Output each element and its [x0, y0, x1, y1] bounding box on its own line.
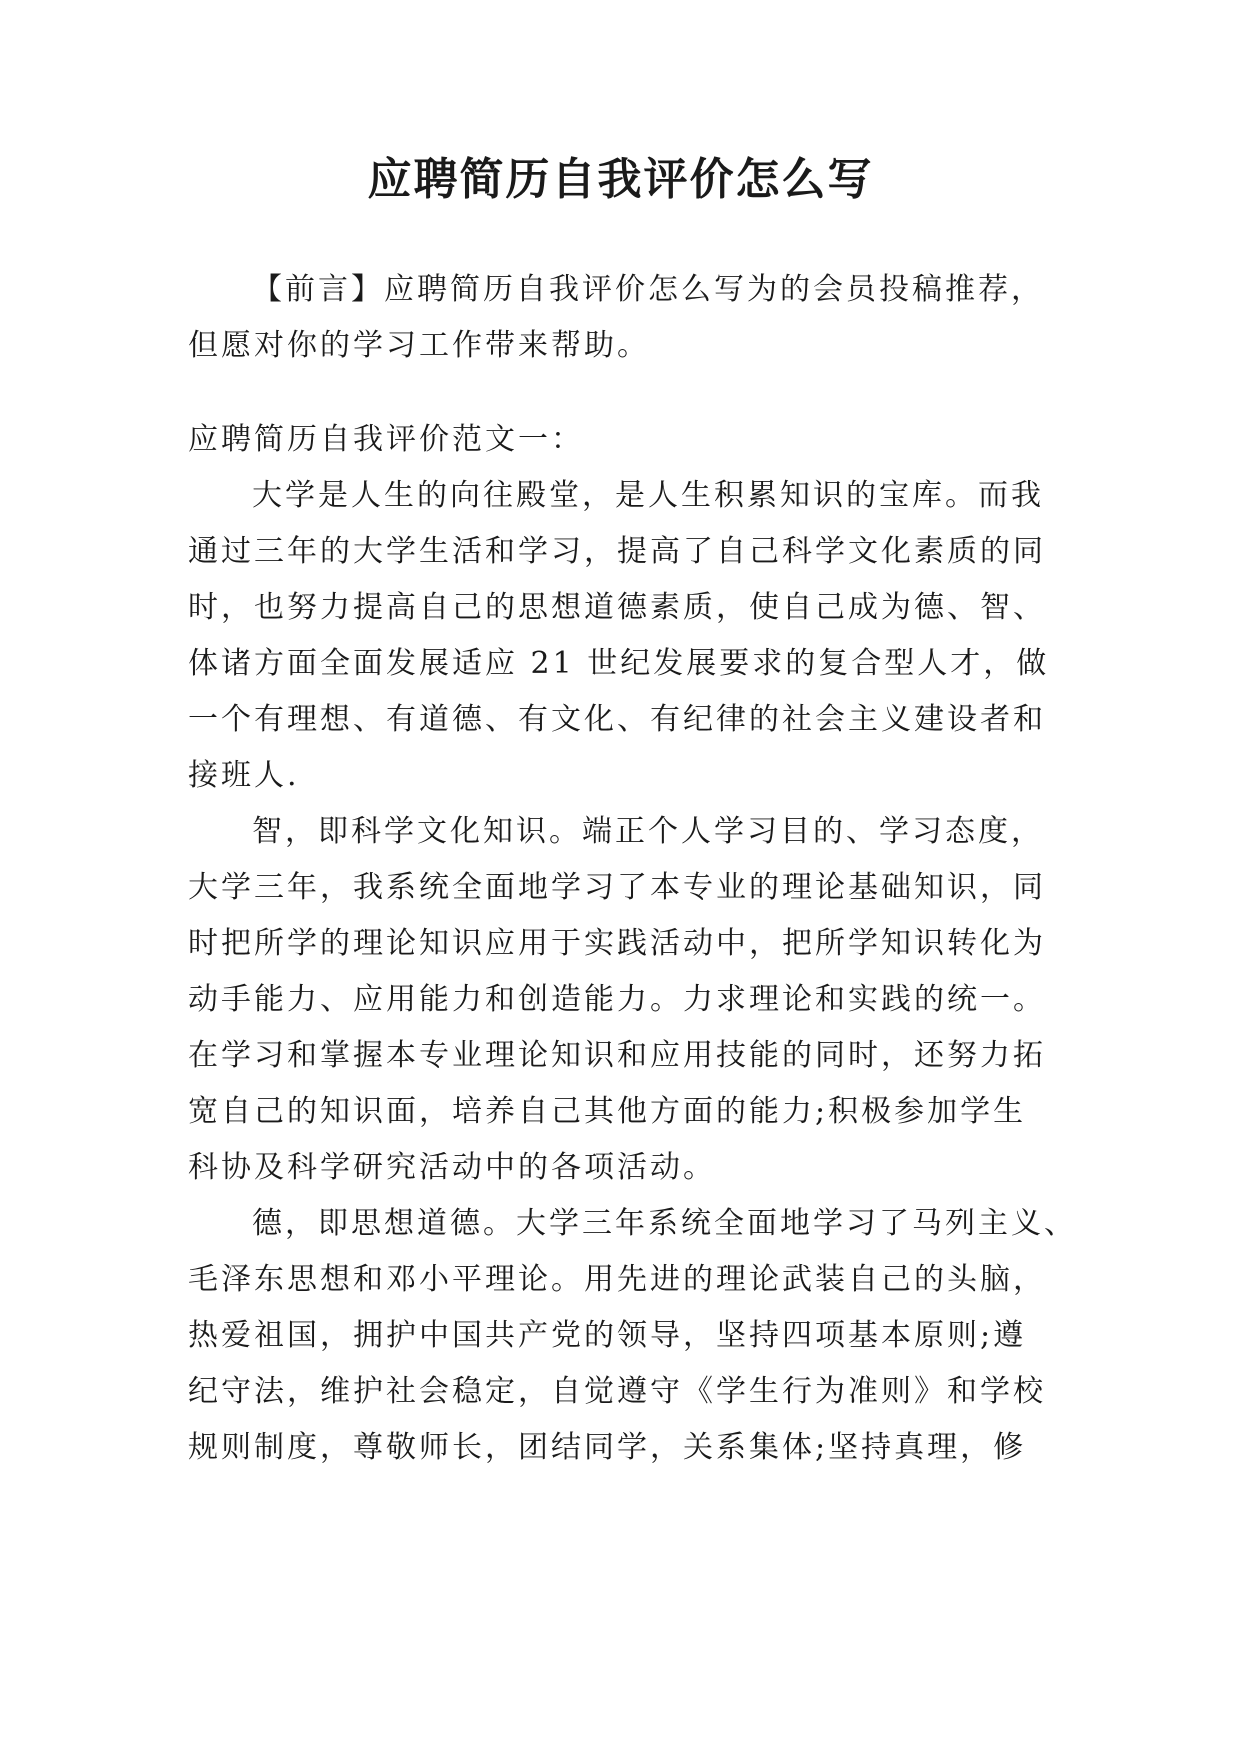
paragraph-line: 通过三年的大学生活和学习，提高了自己科学文化素质的同 [188, 534, 1046, 569]
paragraph-line: 在学习和掌握本专业理论知识和应用技能的同时，还努力拓 [188, 1038, 1046, 1073]
paragraph-line: 接班人. [188, 758, 300, 793]
paragraph-line: 大学三年，我系统全面地学习了本专业的理论基础知识，同 [188, 870, 1046, 905]
paragraph-morality [188, 1196, 1077, 1476]
paragraph-line: 德，即思想道德。大学三年系统全面地学习了马列主义、 [252, 1206, 1077, 1241]
paragraph-line: 热爱祖国，拥护中国共产党的领导，坚持四项基本原则;遵 [188, 1318, 1027, 1353]
page-title: 应聘简历自我评价怎么写 [367, 154, 874, 205]
paragraph-line: 时把所学的理论知识应用于实践活动中，把所学知识转化为 [188, 926, 1046, 961]
paragraph-university [188, 468, 1058, 804]
paragraph-line: 纪守法，维护社会稳定，自觉遵守《学生行为准则》和学校 [188, 1374, 1046, 1409]
paragraph-line: 体诸方面全面发展适应 21 世纪发展要求的复合型人才，做 [188, 646, 1050, 681]
paragraph-line: 动手能力、应用能力和创造能力。力求理论和实践的统一。 [188, 982, 1046, 1017]
paragraph-line: 时，也努力提高自己的思想道德素质，使自己成为德、智、 [188, 590, 1046, 625]
paragraph-intellect [188, 804, 1058, 1196]
paragraph-line: 毛泽东思想和邓小平理论。用先进的理论武装自己的头脑， [188, 1262, 1046, 1297]
paragraph-line: 智，即科学文化知识。端正个人学习目的、学习态度， [252, 814, 1044, 849]
paragraph-line: 宽自己的知识面，培养自己其他方面的能力;积极参加学生 [188, 1094, 1027, 1129]
paragraph-line: 大学是人生的向往殿堂，是人生积累知识的宝库。而我 [252, 478, 1044, 513]
preface-line: 但愿对你的学习工作带来帮助。 [188, 328, 650, 363]
preface-line: 【前言】应聘简历自我评价怎么写为的会员投稿推荐， [252, 272, 1044, 307]
paragraph-line: 规则制度，尊敬师长，团结同学，关系集体;坚持真理，修 [188, 1430, 1027, 1465]
preface-paragraph [188, 262, 1058, 374]
paragraph-line: 一个有理想、有道德、有文化、有纪律的社会主义建设者和 [188, 702, 1046, 737]
section-heading: 应聘简历自我评价范文一： [188, 422, 584, 457]
paragraph-line: 科协及科学研究活动中的各项活动。 [188, 1150, 716, 1185]
section-heading-block [188, 412, 1058, 468]
